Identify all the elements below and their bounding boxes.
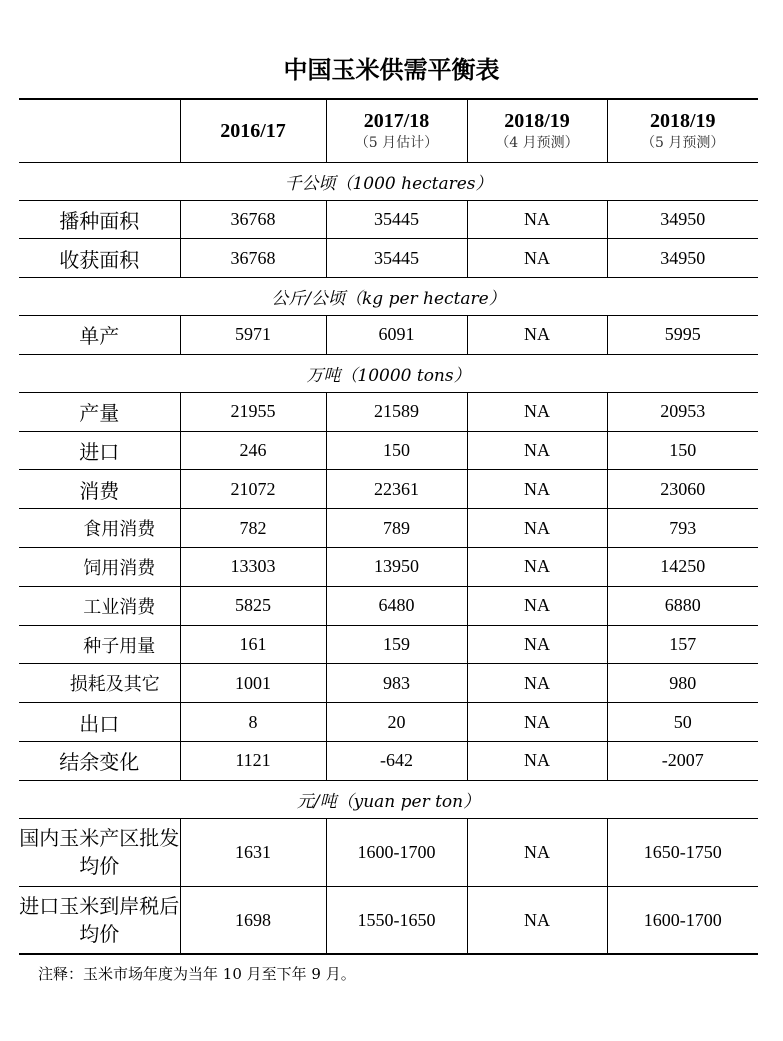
row-label: 产量 xyxy=(19,392,180,431)
column-year: 2018/19 xyxy=(504,109,570,132)
cell-value: NA xyxy=(467,431,607,470)
row-label: 播种面积 xyxy=(19,200,180,239)
cell-value: 36768 xyxy=(180,239,326,278)
cell-value: NA xyxy=(467,703,607,742)
column-header xyxy=(607,99,758,162)
cell-value: NA xyxy=(467,818,607,886)
cell-value: NA xyxy=(467,200,607,239)
footnote: 注释：玉米市场年度为当年 10 月至下年 9 月。 xyxy=(38,965,356,983)
cell-value: 1550-1650 xyxy=(326,886,467,954)
cell-value: 161 xyxy=(180,625,326,664)
table-row xyxy=(19,200,758,239)
table-row xyxy=(19,742,758,781)
cell-value: NA xyxy=(467,886,607,954)
cell-value: NA xyxy=(467,316,607,355)
cell-value: 789 xyxy=(326,509,467,548)
cell-value: 983 xyxy=(326,664,467,703)
cell-value: 1600-1700 xyxy=(607,886,758,954)
table-row xyxy=(19,239,758,278)
cell-value: 1631 xyxy=(180,818,326,886)
row-label: 结余变化 xyxy=(19,742,180,781)
cell-value: 34950 xyxy=(607,239,758,278)
cell-value: 20 xyxy=(326,703,467,742)
cell-value: NA xyxy=(467,392,607,431)
unit-row-volume xyxy=(19,354,758,392)
cell-value: NA xyxy=(467,625,607,664)
cell-value: 8 xyxy=(180,703,326,742)
cell-value: 22361 xyxy=(326,470,467,509)
column-year: 2016/17 xyxy=(220,119,286,142)
row-label: 单产 xyxy=(19,316,180,355)
cell-value: 21955 xyxy=(180,392,326,431)
cell-value: 35445 xyxy=(326,239,467,278)
cell-value: 150 xyxy=(607,431,758,470)
cell-value: NA xyxy=(467,548,607,587)
cell-value: 157 xyxy=(607,625,758,664)
unit-row-area xyxy=(19,162,758,200)
table-row xyxy=(19,470,758,509)
column-note: （4 月预测） xyxy=(495,134,579,151)
table-row xyxy=(19,625,758,664)
row-label: 工业消费 xyxy=(19,586,180,625)
table-row xyxy=(19,586,758,625)
cell-value: 6480 xyxy=(326,586,467,625)
cell-value: -642 xyxy=(326,742,467,781)
table-row xyxy=(19,392,758,431)
row-label: 出口 xyxy=(19,703,180,742)
cell-value: 1001 xyxy=(180,664,326,703)
column-year: 2018/19 xyxy=(649,109,716,132)
cell-value: 6091 xyxy=(326,316,467,355)
row-label: 进口 xyxy=(19,431,180,470)
row-label: 食用消费 xyxy=(19,509,180,548)
unit-label: 元/吨（yuan per ton） xyxy=(19,780,758,818)
row-label: 收获面积 xyxy=(19,239,180,278)
table-row xyxy=(19,431,758,470)
column-note: （5 月估计） xyxy=(354,134,439,151)
cell-value: 1121 xyxy=(180,742,326,781)
unit-row-yield xyxy=(19,278,758,316)
cell-value: 21072 xyxy=(180,470,326,509)
cell-value: 34950 xyxy=(607,200,758,239)
cell-value: -2007 xyxy=(607,742,758,781)
header-row xyxy=(19,99,758,162)
cell-value: 782 xyxy=(180,509,326,548)
unit-label: 万吨（10000 tons） xyxy=(19,354,758,392)
unit-label: 公斤/公顷（kg per hectare） xyxy=(19,278,758,316)
supply-demand-table xyxy=(19,98,758,955)
page-title: 中国玉米供需平衡表 xyxy=(283,56,500,84)
cell-value: 159 xyxy=(326,625,467,664)
cell-value: 5971 xyxy=(180,316,326,355)
table-row xyxy=(19,509,758,548)
row-label: 损耗及其它 xyxy=(19,664,180,703)
cell-value: NA xyxy=(467,664,607,703)
cell-value: 6880 xyxy=(607,586,758,625)
column-year: 2017/18 xyxy=(363,109,430,132)
unit-row-price xyxy=(19,780,758,818)
cell-value: NA xyxy=(467,239,607,278)
table-row xyxy=(19,818,758,886)
cell-value: 20953 xyxy=(607,392,758,431)
cell-value: 13950 xyxy=(326,548,467,587)
table-row xyxy=(19,664,758,703)
column-note: （5 月预测） xyxy=(641,134,725,151)
table-row xyxy=(19,886,758,954)
cell-value: 150 xyxy=(326,431,467,470)
cell-value: 21589 xyxy=(326,392,467,431)
row-label: 种子用量 xyxy=(19,625,180,664)
cell-value: 5825 xyxy=(180,586,326,625)
row-label: 饲用消费 xyxy=(19,548,180,587)
cell-value: 1650-1750 xyxy=(607,818,758,886)
cell-value: NA xyxy=(467,742,607,781)
column-header xyxy=(180,99,326,162)
cell-value: 5995 xyxy=(607,316,758,355)
column-header xyxy=(326,99,467,162)
cell-value: NA xyxy=(467,470,607,509)
cell-value: 1600-1700 xyxy=(326,818,467,886)
cell-value: 980 xyxy=(607,664,758,703)
table-row xyxy=(19,316,758,355)
cell-value: 13303 xyxy=(180,548,326,587)
cell-value: 246 xyxy=(180,431,326,470)
cell-value: 793 xyxy=(607,509,758,548)
table-row xyxy=(19,703,758,742)
row-label: 国内玉米产区批发均价 xyxy=(19,818,180,886)
cell-value: 14250 xyxy=(607,548,758,587)
cell-value: NA xyxy=(467,509,607,548)
cell-value: 50 xyxy=(607,703,758,742)
cell-value: 1698 xyxy=(180,886,326,954)
row-label: 进口玉米到岸税后均价 xyxy=(19,886,180,954)
cell-value: 35445 xyxy=(326,200,467,239)
cell-value: 36768 xyxy=(180,200,326,239)
header-empty-cell xyxy=(19,99,180,162)
cell-value: 23060 xyxy=(607,470,758,509)
table-row xyxy=(19,548,758,587)
row-label: 消费 xyxy=(19,470,180,509)
unit-label: 千公顷（1000 hectares） xyxy=(19,162,758,200)
column-header xyxy=(467,99,607,162)
cell-value: NA xyxy=(467,586,607,625)
